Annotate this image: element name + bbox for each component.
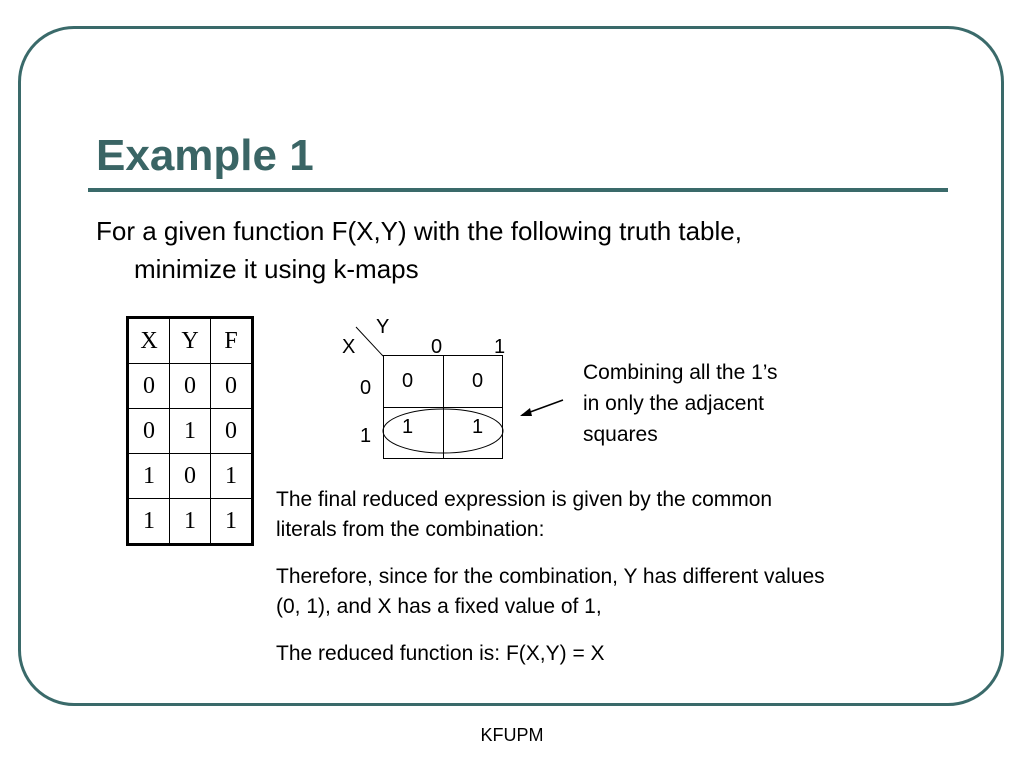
table-cell: 1 xyxy=(170,409,211,454)
table-cell: 0 xyxy=(211,409,253,454)
table-cell: 1 xyxy=(170,499,211,545)
annotation-line-3: squares xyxy=(583,423,658,446)
kmap-row-header-0: 0 xyxy=(360,377,372,399)
explanation-p3: The reduced function is: F(X,Y) = X xyxy=(276,642,605,665)
kmap-annotation xyxy=(583,357,843,450)
table-cell: 0 xyxy=(170,364,211,409)
kmap-col-header-0: 0 xyxy=(431,336,443,358)
explanation-p1-line-2: literals from the combination: xyxy=(276,518,545,541)
intro-line-1: For a given function F(X,Y) with the following truth table, xyxy=(96,216,742,246)
header-f: F xyxy=(211,318,253,364)
explanation-p2-line-1: Therefore, since for the combination, Y has different values xyxy=(276,565,825,588)
kmap-row-var: X xyxy=(342,336,356,358)
table-cell: 0 xyxy=(128,409,170,454)
kmap-cell-11: 1 xyxy=(472,416,484,438)
kmap-row-header-1: 1 xyxy=(360,425,372,447)
table-cell: 1 xyxy=(211,499,253,545)
header-x: X xyxy=(128,318,170,364)
header-y: Y xyxy=(170,318,211,364)
kmap-cell-10: 1 xyxy=(402,416,414,438)
kmap-corner-diagonal xyxy=(356,327,383,356)
table-cell: 0 xyxy=(170,454,211,499)
kmap-col-var: Y xyxy=(376,316,390,338)
grouping-ellipse xyxy=(383,409,503,453)
annotation-arrowhead xyxy=(520,408,532,416)
intro-line-2: minimize it using k-maps xyxy=(134,254,419,284)
table-cell: 0 xyxy=(128,364,170,409)
slide-title: Example 1 xyxy=(96,131,314,180)
table-cell: 1 xyxy=(211,454,253,499)
explanation-paragraph-2 xyxy=(276,562,976,622)
table-cell: 1 xyxy=(128,499,170,545)
annotation-line-1: Combining all the 1’s xyxy=(583,361,778,384)
explanation-paragraph-1 xyxy=(276,485,976,545)
explanation-p2-line-2: (0, 1), and X has a fixed value of 1, xyxy=(276,595,602,618)
kmap-col-header-1: 1 xyxy=(494,336,506,358)
table-cell: 1 xyxy=(128,454,170,499)
kmap-cell-01: 0 xyxy=(472,370,484,392)
table-cell: 0 xyxy=(211,364,253,409)
explanation-p1-line-1: The final reduced expression is given by the common xyxy=(276,488,773,511)
annotation-line-2: in only the adjacent xyxy=(583,392,764,415)
slide-footer: KFUPM xyxy=(480,725,544,745)
explanation-paragraph-3 xyxy=(276,639,976,669)
kmap-cell-00: 0 xyxy=(402,370,414,392)
